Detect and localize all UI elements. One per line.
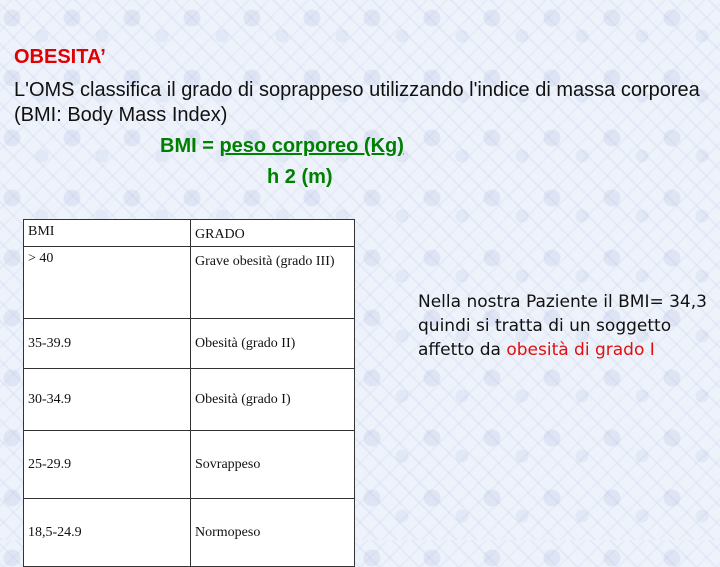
grade-cell: Sovrappeso xyxy=(191,431,355,499)
bmi-range-cell: 18,5-24.9 xyxy=(24,499,191,567)
table-row xyxy=(24,247,355,319)
table-row xyxy=(24,369,355,431)
table-row xyxy=(24,431,355,499)
formula-numerator: peso corporeo (Kg) xyxy=(219,135,404,157)
note-text: Nella nostra Paziente il BMI= 34,3 quindi si tratta di un soggetto affetto da xyxy=(418,292,707,360)
column-header-grado: GRADO xyxy=(191,220,355,247)
bmi-range-cell: > 40 xyxy=(24,247,191,319)
intro-text: L'OMS classifica il grado di soprappeso utilizzando l'indice di massa corporea (BMI: Body Mass Index) xyxy=(14,79,700,126)
column-header-bmi: BMI xyxy=(24,220,191,247)
grade-cell: Grave obesità (grado III) xyxy=(191,247,355,319)
bmi-classification-table xyxy=(23,219,355,567)
bmi-range-cell: 35-39.9 xyxy=(24,319,191,369)
formula-lhs: BMI = xyxy=(160,135,220,157)
slide-title: OBESITA’ xyxy=(14,46,106,68)
note-highlight: obesità di grado I xyxy=(506,340,655,360)
bmi-formula xyxy=(160,135,404,158)
patient-note xyxy=(418,290,708,362)
table-row xyxy=(24,319,355,369)
bmi-range-cell: 30-34.9 xyxy=(24,369,191,431)
bmi-range-cell: 25-29.9 xyxy=(24,431,191,499)
grade-cell: Normopeso xyxy=(191,499,355,567)
table-row xyxy=(24,499,355,567)
table-header-row xyxy=(24,220,355,247)
grade-cell: Obesità (grado II) xyxy=(191,319,355,369)
grade-cell: Obesità (grado I) xyxy=(191,369,355,431)
formula-denominator: h 2 (m) xyxy=(267,166,333,188)
